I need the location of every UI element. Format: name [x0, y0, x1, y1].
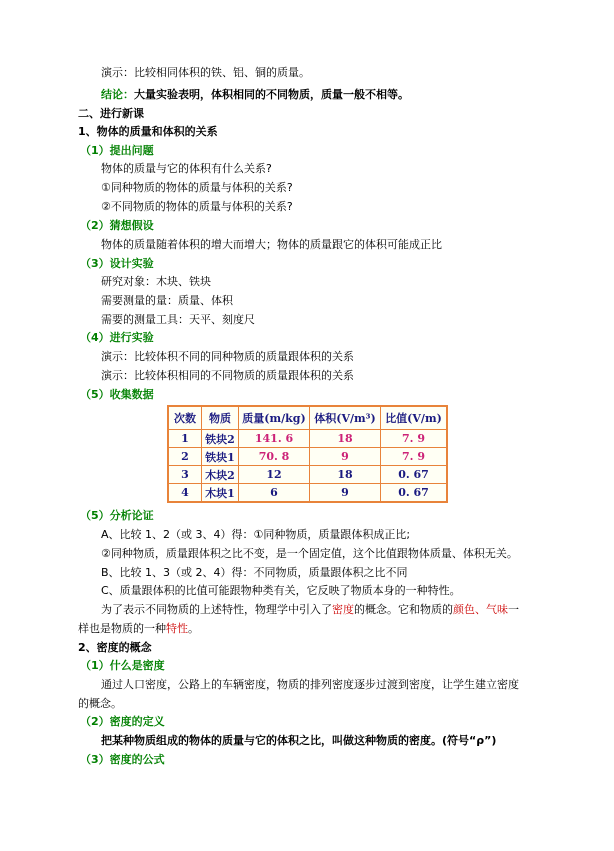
table-cell: 木块2	[202, 466, 239, 484]
para-text: 一	[508, 603, 519, 616]
step5-title: （5）收集数据	[80, 388, 154, 401]
data-table	[167, 405, 448, 503]
demo-line: 演示：比较相同体积的铁、铝、铜的质量。	[101, 66, 310, 79]
table-cell: 9	[310, 448, 381, 466]
analysis-line: C、质量跟体积的比值可能跟物种类有关，它反映了物质本身的一种特性。	[101, 584, 461, 597]
table-header: 体积(V/m³)	[310, 406, 381, 430]
conclusion-text: 大量实验表明，体积相同的不同物质，质量一般不相等。	[134, 88, 409, 101]
step2-line: 物体的质量随着体积的增大而增大；物体的质量跟它的体积可能成正比	[101, 238, 442, 251]
step1-line: ②不同物质的物体的质量与体积的关系?	[101, 200, 293, 213]
step3-line: 需要测量的量：质量、体积	[101, 294, 233, 307]
table-cell: 141. 6	[239, 430, 310, 448]
table-cell: 0. 67	[381, 484, 448, 503]
table-cell: 铁块1	[202, 448, 239, 466]
density-what-line: 的概念。	[78, 697, 122, 710]
table-cell: 1	[168, 430, 202, 448]
table-row	[168, 484, 447, 503]
step4-title: （4）进行实验	[80, 331, 154, 344]
conclusion-label: 结论：	[101, 88, 134, 101]
step4-line: 演示：比较体积不同的同种物质的质量跟体积的关系	[101, 350, 354, 363]
table-cell: 70. 8	[239, 448, 310, 466]
table-header-row	[168, 406, 447, 430]
table-header: 比值(V/m)	[381, 406, 448, 430]
analysis-paragraph	[101, 602, 519, 618]
step2-title: （2）猜想假设	[80, 219, 154, 232]
section-title: 二、进行新课	[78, 107, 144, 120]
table-cell: 9	[310, 484, 381, 503]
step3-line: 研究对象：木块、铁块	[101, 275, 211, 288]
table-cell: 2	[168, 448, 202, 466]
table-cell: 18	[310, 430, 381, 448]
step1-line: 物体的质量与它的体积有什么关系?	[101, 162, 272, 175]
table-cell: 12	[239, 466, 310, 484]
density-section-title: 2、密度的概念	[78, 641, 152, 654]
para-text: 。	[188, 622, 199, 635]
analysis-line: ②同种物质，质量跟体积之比不变，是一个固定值，这个比值跟物体质量、体积无关。	[101, 547, 518, 560]
density-what-line: 通过人口密度，公路上的车辆密度，物质的排列密度逐步过渡到密度，让学生建立密度	[101, 678, 519, 691]
para-text: 为了表示不同物质的上述特性，物理学中引入了	[101, 603, 332, 616]
table-row	[168, 466, 447, 484]
analysis-paragraph-cont	[78, 621, 199, 637]
table-row	[168, 448, 447, 466]
table-cell: 0. 67	[381, 466, 448, 484]
conclusion-line	[101, 87, 409, 103]
step1-line: ①同种物质的物体的质量与体积的关系?	[101, 181, 293, 194]
table-header: 质量(m/kg)	[239, 406, 310, 430]
analysis-title: （5）分析论证	[80, 509, 154, 522]
para-text: 的概念。它和物质的	[354, 603, 453, 616]
table-cell: 7. 9	[381, 430, 448, 448]
table-row	[168, 430, 447, 448]
step1-title: （1）提出问题	[80, 144, 154, 157]
density-formula-title: （3）密度的公式	[80, 753, 165, 766]
subsection-title: 1、物体的质量和体积的关系	[78, 125, 218, 138]
table-cell: 4	[168, 484, 202, 503]
table-header: 物质	[202, 406, 239, 430]
color-smell-term: 颜色、气味	[453, 603, 508, 616]
density-def-title: （2）密度的定义	[80, 715, 165, 728]
step4-line: 演示：比较体积相同的不同物质的质量跟体积的关系	[101, 369, 354, 382]
table-cell: 木块1	[202, 484, 239, 503]
para-text: 样也是物质的一种	[78, 622, 166, 635]
table-cell: 7. 9	[381, 448, 448, 466]
density-what-title: （1）什么是密度	[80, 659, 165, 672]
trait-term: 特性	[166, 622, 188, 635]
table-cell: 6	[239, 484, 310, 503]
density-definition: 把某种物质组成的物体的质量与它的体积之比，叫做这种物质的密度。(符号“ρ”)	[101, 734, 497, 747]
analysis-line: B、比较 1、3（或 2、4）得：不同物质，质量跟体积之比不同	[101, 566, 408, 579]
table-cell: 18	[310, 466, 381, 484]
analysis-line: A、比较 1、2（或 3、4）得：①同种物质，质量跟体积成正比;	[101, 528, 411, 541]
step3-line: 需要的测量工具：天平、刻度尺	[101, 313, 255, 326]
table-cell: 3	[168, 466, 202, 484]
density-term: 密度	[332, 603, 354, 616]
table-cell: 铁块2	[202, 430, 239, 448]
step3-title: （3）设计实验	[80, 257, 154, 270]
table-header: 次数	[168, 406, 202, 430]
